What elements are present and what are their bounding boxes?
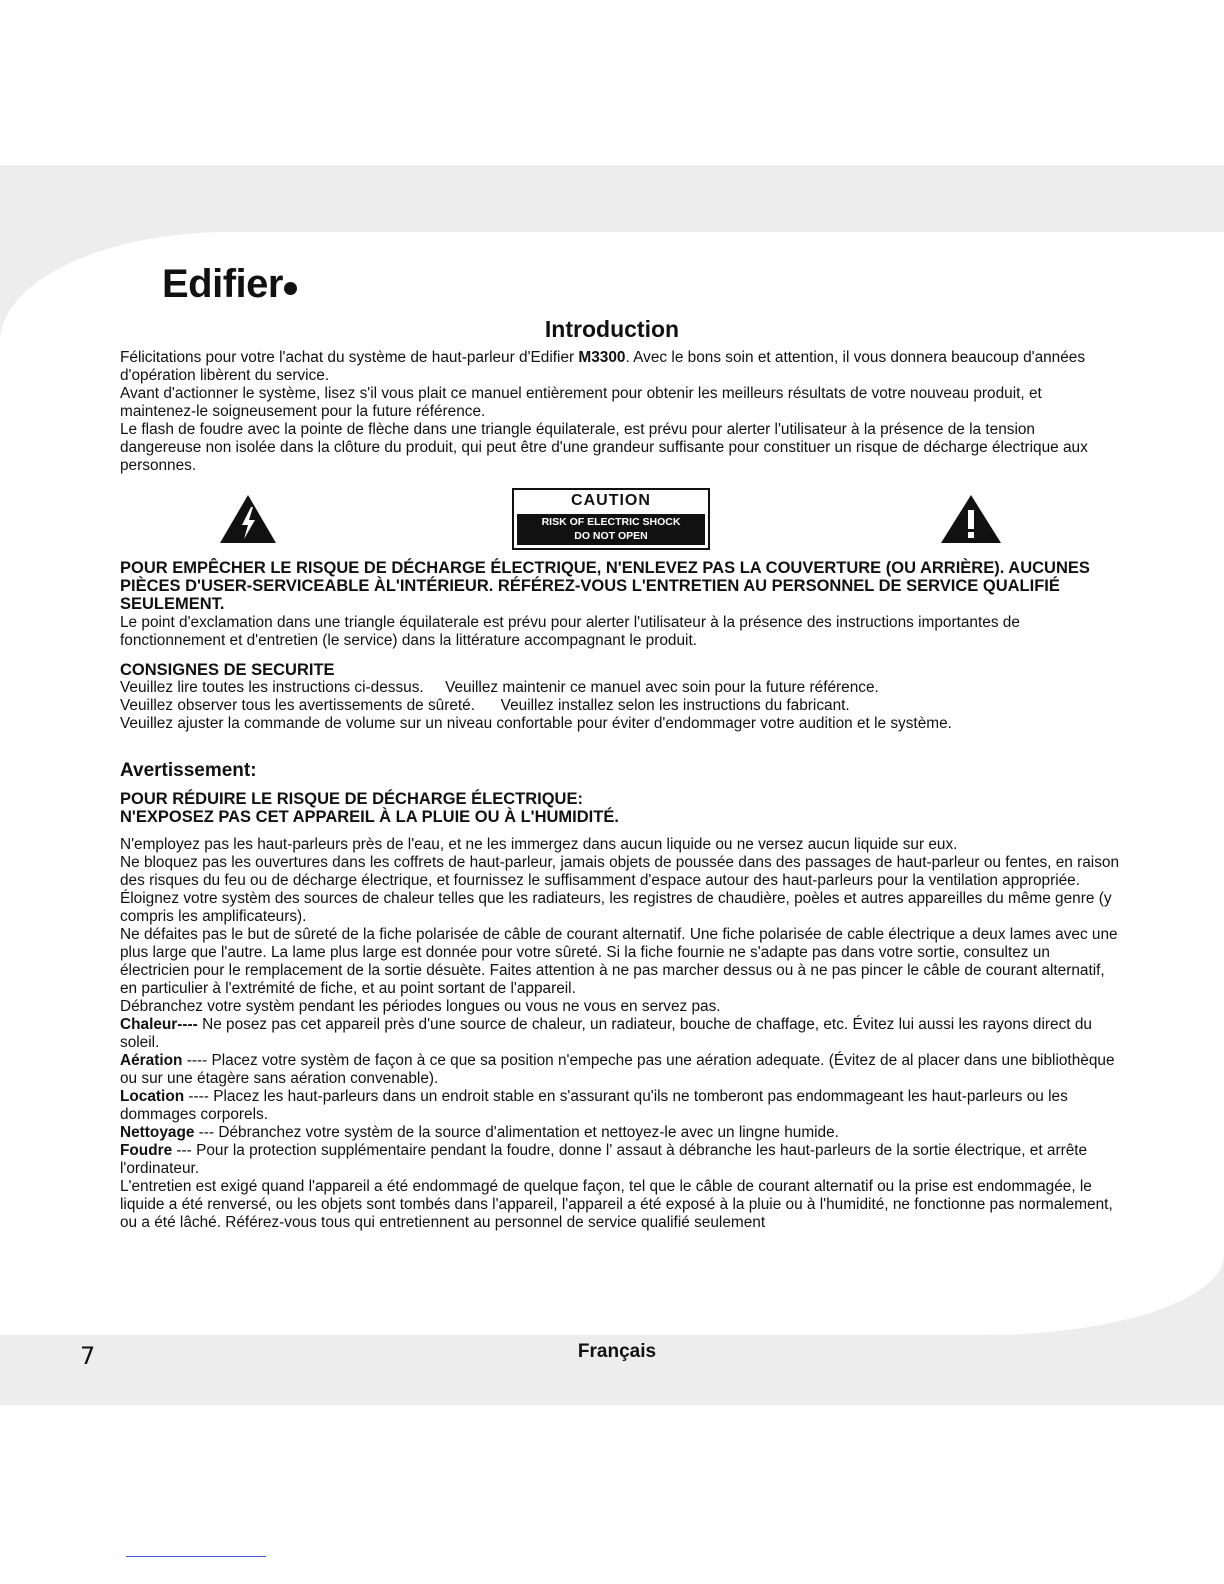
location-text: ---- Placez les haut-parleurs dans un endroit stable en s'assurant qu'ils ne tomberont pas endommageant les haut-parleurs ou les dommages corporels.	[120, 1088, 1068, 1123]
safety-title: CONSIGNES DE SECURITE	[120, 661, 335, 679]
caution-line-1: RISK OF ELECTRIC SHOCK	[541, 516, 681, 528]
lightning-triangle-icon	[218, 493, 278, 545]
exclamation-triangle-icon	[939, 493, 1003, 545]
aeration-item	[120, 1052, 1120, 1088]
intro-paragraph-1	[120, 349, 1120, 385]
chaleur-label: Chaleur----	[120, 1016, 198, 1033]
spacer	[120, 780, 1120, 790]
nettoyage-label: Nettoyage	[120, 1124, 195, 1141]
logo-text: Edifier	[162, 262, 283, 306]
page-number: 7	[80, 1342, 96, 1370]
warning-paragraph-4: Ne défaites pas le but de sûreté de la fiche polarisée de câble de courant alternatif. Une fiche polarisée de cable électrique a deux lames avec une plus large que l'autre. La lame plus large est donnée pour votre sûreté. Si la fiche fournie ne s'adapte pas dans votre sortie, consultez un électricien pour le remplacement de la sortie désuète. Faites attention à ne pas marcher dessus ou à ne pas pincer le câble de courant alternatif, en particulier à l'extrémité de fiche, et au point sortant de l'appareil.	[120, 926, 1118, 997]
safety-line-2	[120, 697, 1120, 715]
logo-dot	[284, 282, 297, 295]
location-label: Location	[120, 1088, 185, 1105]
chaleur-item	[120, 1016, 1120, 1052]
foudre-label: Foudre	[120, 1142, 173, 1159]
aeration-text: ---- Placez votre systèm de façon à ce que sa position n'empeche pas une aération adequate. (Évitez de al placer dans une bibliothèque ou sur une étagère sans aération convenable).	[120, 1052, 1115, 1087]
caution-body	[517, 514, 705, 545]
nettoyage-text: --- Débranchez votre systèm de la source d'alimentation et nettoyez-le avec un lingne humide.	[194, 1124, 839, 1141]
warning-paragraph-1: N'employez pas les haut-parleurs près de l'eau, et ne les immergez dans aucun liquide ou ne versez aucun liquide sur eux.	[120, 836, 958, 853]
warning-paragraph-5: Débranchez votre systèm pendant les périodes longues ou vous ne vous en servez pas.	[120, 998, 721, 1015]
intro-text	[120, 349, 1120, 475]
edifier-logo	[162, 262, 297, 307]
introduction-title: Introduction	[544, 316, 680, 342]
safety-line-1b: Veuillez maintenir ce manuel avec soin pour la future référence.	[445, 679, 879, 696]
footer-language: Français	[577, 1341, 657, 1362]
exclamation-explanation: Le point d'exclamation dans une triangle équilaterale est prévu pour alerter l'utilisateur à la présence des instructions importantes de fonctionnement et d'entretien (le service) dans la littérature accompagnant le produit.	[120, 614, 1020, 649]
foudre-item	[120, 1142, 1120, 1178]
warning-paragraph-6: L'entretien est exigé quand l'appareil a été endommagé de quelque façon, tel que le câble de courant alternatif ou la prise est endommagée, le liquide a été renversé, ou les objets sont tombés dans l'appareil, l'appareil a été exposé à la pluie ou à l'humidité, ne fonctionne pas normalement, ou a été lâché. Référez-vous tous qui entretiennent au personnel de service qualifié seulement	[120, 1178, 1113, 1231]
spacer	[120, 826, 1120, 836]
warning-section	[120, 762, 1120, 1232]
intro-paragraph-3: Le flash de foudre avec la pointe de flèche dans une triangle équilaterale, est prévu pour alerter l'utilisateur à la présence de la tension dangereuse non isolée dans la clôture du produit, qui peut être d'une grandeur suffisante pour constituer un risque de décharge électrique aux personnes.	[120, 421, 1088, 474]
aeration-label: Aération	[120, 1052, 183, 1069]
warning-title: Avertissement:	[120, 760, 257, 781]
intro-p1-end: . Avec le bons soin et attention, il vous donnera beaucoup d'années d'opération libèrent du service.	[120, 349, 1086, 384]
warning-paragraph-2: Ne bloquez pas les ouvertures dans les coffrets de haut-parleur, jamais objets de poussée dans des passages de haut-parleur ou fentes, en raison des risques du feu ou de décharge électrique, et fournissez le suffisamment d'espace autour des haut-parleurs pour la ventilation appropriée.	[120, 854, 1120, 889]
footnote-rule	[126, 1556, 266, 1557]
warning-caps-block: POUR EMPÊCHER LE RISQUE DE DÉCHARGE ÉLECTRIQUE, N'ENLEVEZ PAS LA COUVERTURE (OU ARRIÈRE). AUCUNES PIÈCES D'USER-SERVICEABLE ÀL'INTÉRIEUR. RÉFÉREZ-VOUS L'ENTRETIEN AU PERSONNEL DE SERVICE QUALIFIÉ SEULEMENT.	[120, 559, 1090, 613]
chaleur-text: Ne posez pas cet appareil près d'une source de chaleur, un radiateur, bouche de chaffage, etc. Évitez lui aussi les rayons direct du soleil.	[120, 1016, 1092, 1051]
foudre-text: --- Pour la protection supplémentaire pendant la foudre, donne l' assaut à débranche les haut-parleurs de la sortie électrique, et arrête l'ordinateur.	[120, 1142, 1088, 1177]
safety-line-2b: Veuillez installez selon les instructions du fabricant.	[500, 697, 850, 714]
caution-line-2: DO NOT OPEN	[574, 530, 648, 542]
safety-line-3: Veuillez ajuster la commande de volume sur un niveau confortable pour éviter d'endommager votre audition et le système.	[120, 715, 952, 732]
intro-paragraph-2: Avant d'actionner le système, lisez s'il vous plait ce manuel entièrement pour obtenir les meilleurs résultats de votre nouveau produit, et maintenez-le soigneusement pour la future référence.	[120, 385, 1042, 420]
location-item	[120, 1088, 1120, 1124]
safety-section	[120, 661, 1120, 733]
warning-caps-2: N'EXPOSEZ PAS CET APPAREIL À LA PLUIE OU À L'HUMIDITÉ.	[120, 808, 619, 826]
caution-label	[512, 488, 710, 550]
model-name: M3300	[578, 349, 626, 366]
warning-caps-1: POUR RÉDUIRE LE RISQUE DE DÉCHARGE ÉLECTRIQUE:	[120, 790, 583, 808]
caution-title: CAUTION	[571, 492, 651, 509]
warning-symbols-row	[0, 488, 1224, 548]
warning-paragraph-3: Éloignez votre systèm des sources de chaleur telles que les radiateurs, les registres de chaudière, poèles et autres appareilles du même genre (y compris les amplificateurs).	[120, 890, 1112, 925]
safety-line-1a: Veuillez lire toutes les instructions ci-dessus.	[120, 679, 424, 696]
intro-p1-start: Félicitations pour votre l'achat du système de haut-parleur d'Edifier	[120, 349, 579, 366]
safety-line-1	[120, 679, 1120, 697]
safety-line-2a: Veuillez observer tous les avertissements de sûreté.	[120, 697, 476, 714]
nettoyage-item	[120, 1124, 1120, 1142]
